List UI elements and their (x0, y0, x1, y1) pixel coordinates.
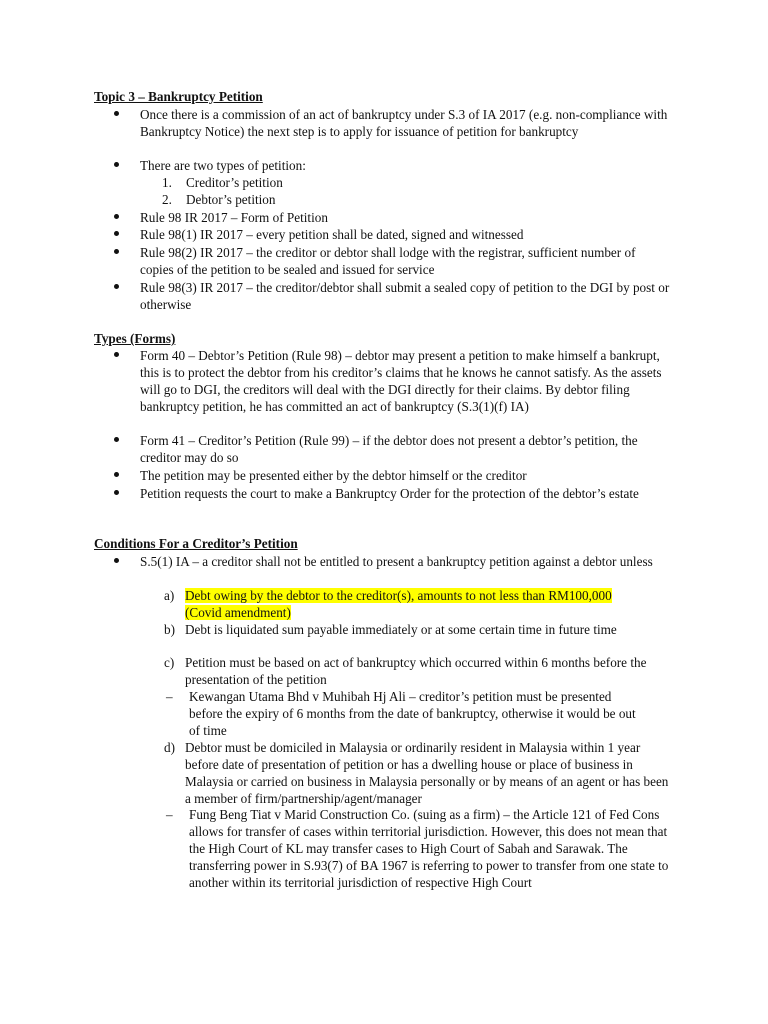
bullet-dot-icon (114, 490, 119, 495)
condition-item-d: d) Debtor must be domiciled in Malaysia or ordinarily resident in Malaysia within 1 year before date of presentation of petition or has a dwelling house or place of business in Malaysia or carried on business in Malaysia personally or by means of an agent or has been a member of firm/partnership/agent/manager (164, 740, 669, 806)
bullet-dot-icon (114, 111, 119, 116)
bullet-item: Rule 98(1) IR 2017 – every petition shall be dated, signed and witnessed (114, 226, 754, 243)
bullet-item: Once there is a commission of an act of bankruptcy under S.3 of IA 2017 (e.g. non-compliance with Bankruptcy Notice) the next step is to apply for issuance of petition for bankruptcy (114, 106, 754, 140)
condition-item-a: a) Debt owing by the debtor to the creditor(s), amounts to not less than RM100,000 (Covid amendment) (164, 588, 612, 620)
bullet-item: Form 41 – Creditor’s Petition (Rule 99) – if the debtor does not present a debtor’s petition, the creditor may do so (114, 432, 754, 466)
section-heading-conditions: Conditions For a Creditor’s Petition (94, 536, 298, 551)
bullet-dot-icon (114, 214, 119, 219)
bullet-dot-icon (114, 249, 119, 254)
numbered-item: 2. Debtor’s petition (162, 192, 276, 207)
bullet-item: Rule 98(2) IR 2017 – the creditor or debtor shall lodge with the registrar, sufficient number of copies of the petition to be sealed and issued for service (114, 244, 754, 278)
bullet-dot-icon (114, 558, 119, 563)
bullet-item: Rule 98(3) IR 2017 – the creditor/debtor shall submit a sealed copy of petition to the DGI by post or otherwise (114, 279, 754, 313)
bullet-item: There are two types of petition: (114, 157, 754, 174)
bullet-item: The petition may be presented either by the debtor himself or the creditor (114, 467, 754, 484)
bullet-dot-icon (114, 162, 119, 167)
bullet-dot-icon (114, 472, 119, 477)
bullet-dot-icon (114, 284, 119, 289)
section-heading-topic-3: Topic 3 – Bankruptcy Petition (94, 89, 263, 104)
section-heading-types: Types (Forms) (94, 331, 176, 346)
condition-item-c: c) Petition must be based on act of bankruptcy which occurred within 6 months before the presentation of the petition (164, 655, 647, 687)
bullet-item: S.5(1) IA – a creditor shall not be entitled to present a bankruptcy petition against a debtor unless (114, 553, 754, 570)
bullet-dot-icon (114, 437, 119, 442)
case-note: – Kewangan Utama Bhd v Muhibah Hj Ali – creditor’s petition must be presented before the expiry of 6 months from the date of bankruptcy, otherwise it would be out of time (166, 689, 636, 738)
bullet-item: Form 40 – Debtor’s Petition (Rule 98) – debtor may present a petition to make himself a bankrupt, this is to protect the debtor from his creditor’s claims that he knows he cannot satisfy. As the assets will go to DGI, the creditors will deal with the DGI directly for their claims. By debtor filing bankruptcy petition, he has committed an act of bankruptcy (S.3(1)(f) IA) (114, 347, 754, 415)
numbered-item: 1. Creditor’s petition (162, 175, 283, 190)
bullet-dot-icon (114, 352, 119, 357)
bullet-item: Rule 98 IR 2017 – Form of Petition (114, 209, 754, 226)
bullet-item: Petition requests the court to make a Bankruptcy Order for the protection of the debtor’s estate (114, 485, 754, 502)
highlighted-text: Debt owing by the debtor to the creditor(s), amounts to not less than RM100,000 (Covid amendment) (185, 588, 612, 620)
case-note: – Fung Beng Tiat v Marid Construction Co. (suing as a firm) – the Article 121 of Fed Cons allows for transfer of cases within territorial jurisdiction. However, this does not mean that the High Court of KL may transfer cases to High Court of Sabah and Sarawak. The transferring power in S.93(7) of BA 1967 is referring to power to transfer from one state to another within its territorial jurisdiction of respective High Court (166, 807, 669, 890)
condition-item-b: b) Debt is liquidated sum payable immediately or at some certain time in future time (164, 622, 617, 637)
bullet-dot-icon (114, 231, 119, 236)
